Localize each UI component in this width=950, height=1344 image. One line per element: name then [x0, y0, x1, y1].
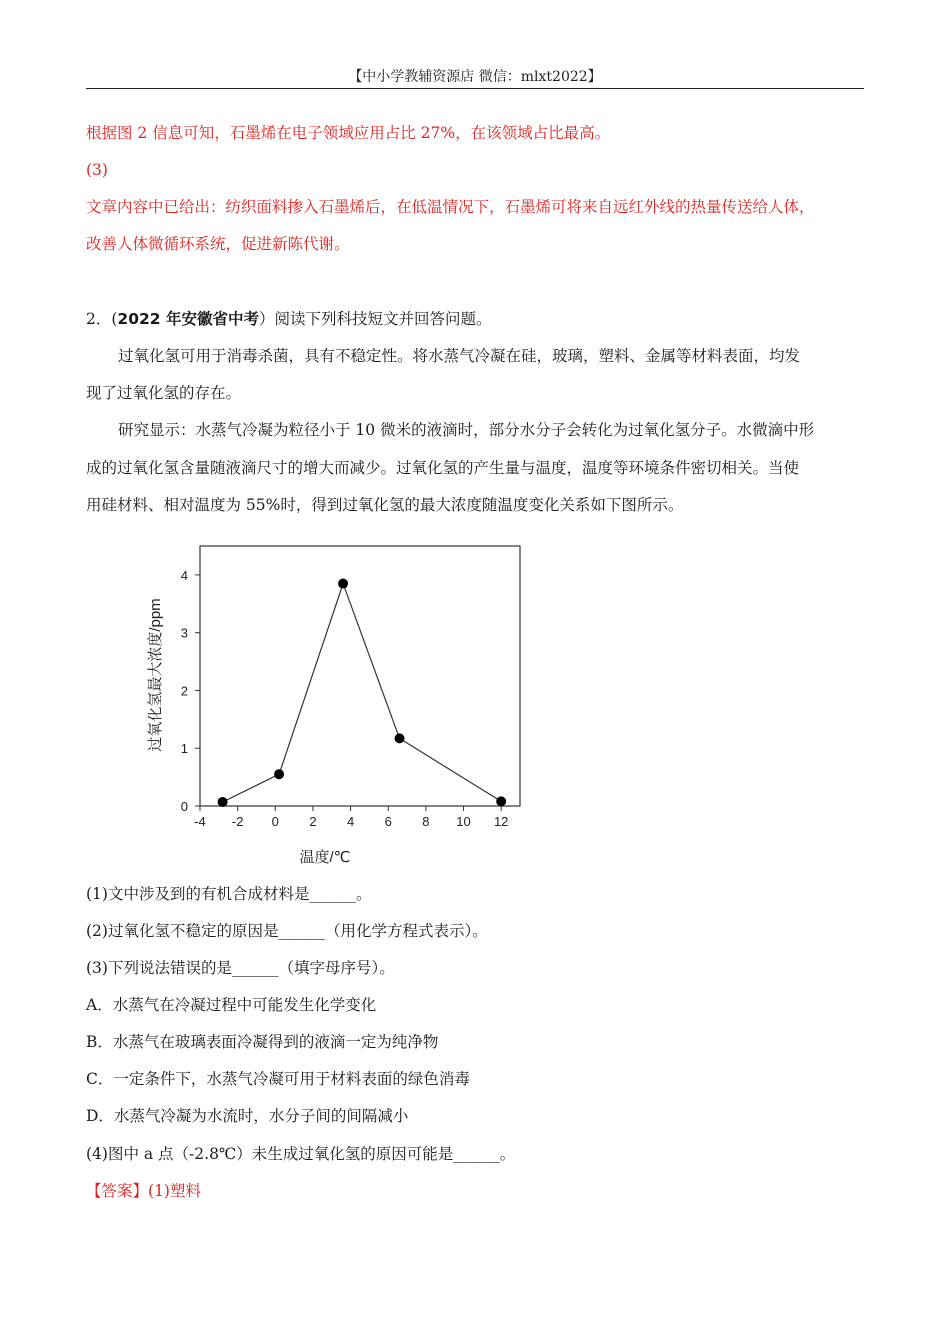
sub-question-2: (2)过氧化氢不稳定的原因是______（用化学方程式表示）。 — [86, 922, 488, 940]
data-points — [218, 579, 507, 807]
x-tick-label: 2 — [309, 814, 317, 829]
x-axis-ticks — [194, 806, 508, 829]
x-tick-label: 4 — [346, 814, 355, 829]
answer-label-3: (3) — [86, 161, 108, 179]
x-tick-label: 0 — [271, 814, 279, 829]
sub-question-1: (1)文中涉及到的有机合成材料是______。 — [86, 885, 372, 903]
y-tick-label: 4 — [180, 567, 188, 583]
x-tick-label: 6 — [384, 814, 392, 829]
answer-text: (1)塑料 — [148, 1182, 201, 1200]
paragraph-2b: 成的过氧化氢含量随液滴尺寸的增大而减少。过氧化氢的产生量与温度，温度等环境条件密切相关。当使 — [86, 459, 800, 477]
answer-label: 【答案】 — [86, 1182, 149, 1200]
option-d: D．水蒸气冷凝为水流时，水分子间的间隔减小 — [86, 1107, 409, 1125]
concentration-chart — [140, 535, 540, 870]
paragraph-2c: 用硅材料、相对温度为 55%时，得到过氧化氢的最大浓度随温度变化关系如下图所示。 — [86, 496, 684, 514]
y-tick-label: 3 — [180, 625, 188, 641]
y-axis-ticks — [181, 568, 200, 814]
x-axis-label: 温度/℃ — [299, 849, 351, 866]
y-axis-label: 过氧化氢最大浓度/ppm — [147, 598, 164, 752]
x-tick-label: 10 — [456, 814, 471, 829]
data-point — [274, 769, 284, 779]
data-point — [496, 796, 506, 806]
y-tick-label: 2 — [180, 683, 188, 699]
sub-question-3: (3)下列说法错误的是______（填字母序号）。 — [86, 959, 395, 977]
page-header: 【中小学教辅资源店 微信：mlxt2022】 — [348, 69, 602, 85]
answer-line — [86, 1181, 201, 1201]
data-point — [218, 797, 228, 807]
header-divider — [86, 88, 864, 89]
option-b: B．水蒸气在玻璃表面冷凝得到的液滴一定为纯净物 — [86, 1033, 439, 1051]
x-tick-label: -2 — [231, 814, 244, 829]
answer-line-2: 根据图 2 信息可知，石墨烯在电子领域应用占比 27%，在该领域占比最高。 — [86, 124, 611, 142]
plot-frame — [200, 546, 520, 806]
y-tick-label: 0 — [180, 799, 188, 814]
answer-line-3b: 改善人体微循环系统，促进新陈代谢。 — [86, 235, 350, 253]
paragraph-2a: 研究显示：水蒸气冷凝为粒径小于 10 微米的液滴时，部分水分子会转化为过氧化氢分子。水微滴中形 — [118, 421, 815, 439]
option-c: C．一定条件下，水蒸气冷凝可用于材料表面的绿色消毒 — [86, 1070, 470, 1088]
data-point — [338, 579, 348, 589]
question-source: 2022 年安徽省中考 — [117, 310, 259, 328]
data-point — [395, 733, 405, 743]
question-intro: ）阅读下列科技短文并回答问题。 — [258, 310, 492, 328]
x-tick-label: 12 — [493, 814, 509, 829]
x-tick-label: 8 — [422, 814, 430, 829]
sub-question-4: (4)图中 a 点（-2.8℃）未生成过氧化氢的原因可能是______。 — [86, 1145, 516, 1163]
answer-line-3a: 文章内容中已给出：纺织面料掺入石墨烯后，在低温情况下，石墨烯可将来自远红外线的热量传送给人体， — [86, 198, 815, 216]
paragraph-1b: 现了过氧化氢的存在。 — [86, 384, 242, 402]
question-number: 2．( — [86, 310, 118, 328]
x-tick-label: -4 — [194, 814, 206, 829]
series-line — [223, 584, 502, 802]
y-tick-label: 1 — [180, 741, 188, 757]
option-a: A．水蒸气在冷凝过程中可能发生化学变化 — [86, 996, 377, 1014]
question-title — [86, 309, 491, 329]
paragraph-1a: 过氧化氢可用于消毒杀菌，具有不稳定性。将水蒸气冷凝在硅，玻璃，塑料、金属等材料表面，均发 — [118, 347, 801, 365]
